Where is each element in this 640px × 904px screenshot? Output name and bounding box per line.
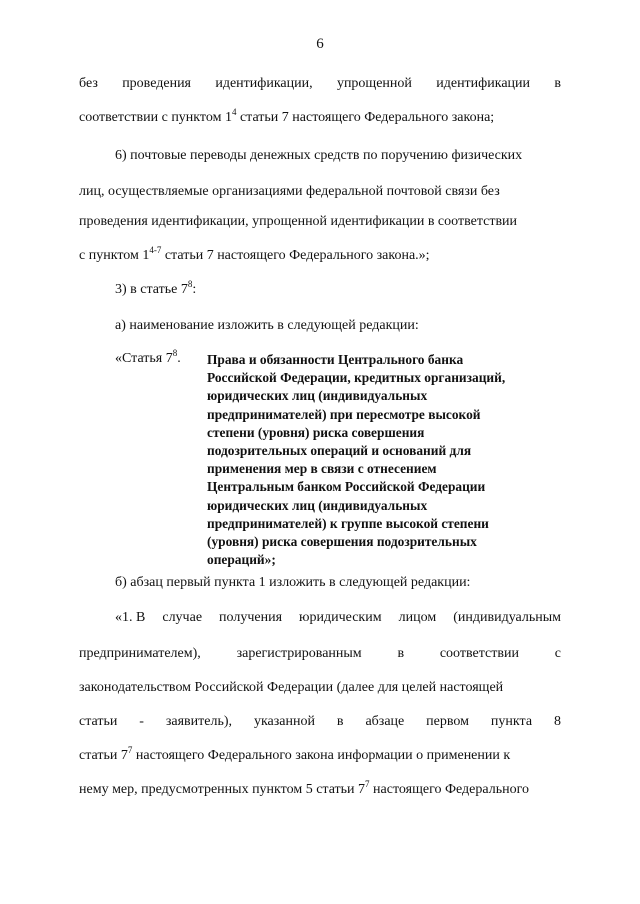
word: указанной bbox=[253, 714, 315, 729]
title-line: юридических лиц (индивидуальных bbox=[207, 388, 428, 404]
paragraph-line bbox=[79, 745, 561, 764]
text: . bbox=[177, 351, 181, 366]
word: без bbox=[79, 76, 98, 91]
word: - bbox=[139, 714, 144, 729]
text: настоящего Федерального закона информации о применении к bbox=[132, 748, 511, 763]
word: получения bbox=[219, 610, 283, 625]
paragraph-line bbox=[79, 76, 561, 92]
paragraph-line bbox=[79, 245, 561, 264]
text: статьи 7 bbox=[79, 748, 128, 763]
word: первом bbox=[426, 714, 469, 729]
title-line: (уровня) риска совершения подозрительных bbox=[207, 534, 477, 550]
text: «Статья 7 bbox=[115, 351, 173, 366]
word: зарегистрированным bbox=[236, 646, 362, 661]
word: пункта bbox=[490, 714, 533, 729]
word: в bbox=[397, 646, 405, 661]
title-line: операций»; bbox=[207, 552, 276, 568]
paragraph-line: законодательством Российской Федерации (далее для целей настоящей bbox=[79, 680, 504, 695]
title-line: Права и обязанности Центрального банка bbox=[207, 352, 464, 367]
paragraph-line bbox=[79, 646, 561, 662]
word: с bbox=[554, 646, 561, 661]
page-number: 6 bbox=[316, 36, 324, 52]
word: случае bbox=[162, 610, 203, 625]
superscript: 4-7 bbox=[149, 245, 162, 255]
word: юридическим bbox=[299, 610, 382, 625]
paragraph-line bbox=[79, 107, 561, 126]
title-line: применения мер в связи с отнесением bbox=[207, 461, 437, 477]
paragraph-line bbox=[115, 610, 561, 626]
title-line: предпринимателей) при пересмотре высокой bbox=[207, 406, 481, 422]
paragraph-line: 6) почтовые переводы денежных средств по поручению физических bbox=[115, 148, 523, 163]
text: нему мер, предусмотренных пунктом 5 статьи 7 bbox=[79, 782, 366, 797]
paragraph-line: лиц, осуществляемые организациями федеральной почтовой связи без bbox=[79, 184, 500, 199]
text: : bbox=[192, 282, 197, 297]
word: «1. В bbox=[115, 610, 146, 625]
paragraph-line: проведения идентификации, упрощенной идентификации в соответствии bbox=[79, 214, 518, 229]
superscript: 8 bbox=[172, 348, 178, 358]
text: настоящего Федерального bbox=[369, 782, 529, 797]
word: заявитель), bbox=[165, 714, 233, 729]
title-line: Российской Федерации, кредитных организаций, bbox=[207, 370, 506, 386]
word: идентификации, bbox=[215, 76, 313, 91]
word: (индивидуальным bbox=[453, 610, 561, 625]
text: статьи 7 настоящего Федерального закона; bbox=[236, 110, 495, 125]
word: абзаце bbox=[365, 714, 405, 729]
superscript: 8 bbox=[187, 279, 193, 289]
title-line: юридических лиц (индивидуальных bbox=[207, 497, 428, 513]
title-line: Центральным банком Российской Федерации bbox=[207, 479, 486, 495]
article-title bbox=[207, 351, 557, 569]
word: статьи bbox=[79, 714, 118, 729]
word: в bbox=[554, 76, 561, 91]
text: статьи 7 настоящего Федерального закона.»; bbox=[161, 248, 430, 263]
superscript: 7 bbox=[365, 779, 370, 789]
word: упрощенной bbox=[336, 76, 412, 91]
text: соответствии с пунктом 1 bbox=[79, 110, 232, 125]
word: идентификации bbox=[436, 76, 531, 91]
word: проведения bbox=[122, 76, 191, 91]
word: лицом bbox=[398, 610, 437, 625]
word: 8 bbox=[553, 714, 561, 729]
paragraph-line bbox=[115, 279, 561, 298]
superscript: 4 bbox=[231, 107, 237, 117]
paragraph-line bbox=[79, 714, 561, 730]
word: соответствии bbox=[439, 646, 519, 661]
title-line: подозрительных операций и оснований для bbox=[207, 443, 472, 459]
article-label bbox=[115, 348, 181, 367]
title-line: предпринимателей) к группе высокой степени bbox=[207, 515, 489, 531]
superscript: 7 bbox=[127, 745, 133, 755]
paragraph-line: б) абзац первый пункта 1 изложить в следующей редакции: bbox=[115, 575, 471, 590]
text: с пунктом 1 bbox=[79, 248, 150, 263]
paragraph-line: а) наименование изложить в следующей редакции: bbox=[115, 318, 419, 333]
text: 3) в статье 7 bbox=[115, 282, 188, 297]
paragraph-line bbox=[79, 779, 561, 798]
word: предпринимателем), bbox=[79, 646, 201, 661]
title-line: степени (уровня) риска совершения bbox=[207, 424, 425, 440]
word: в bbox=[336, 714, 344, 729]
